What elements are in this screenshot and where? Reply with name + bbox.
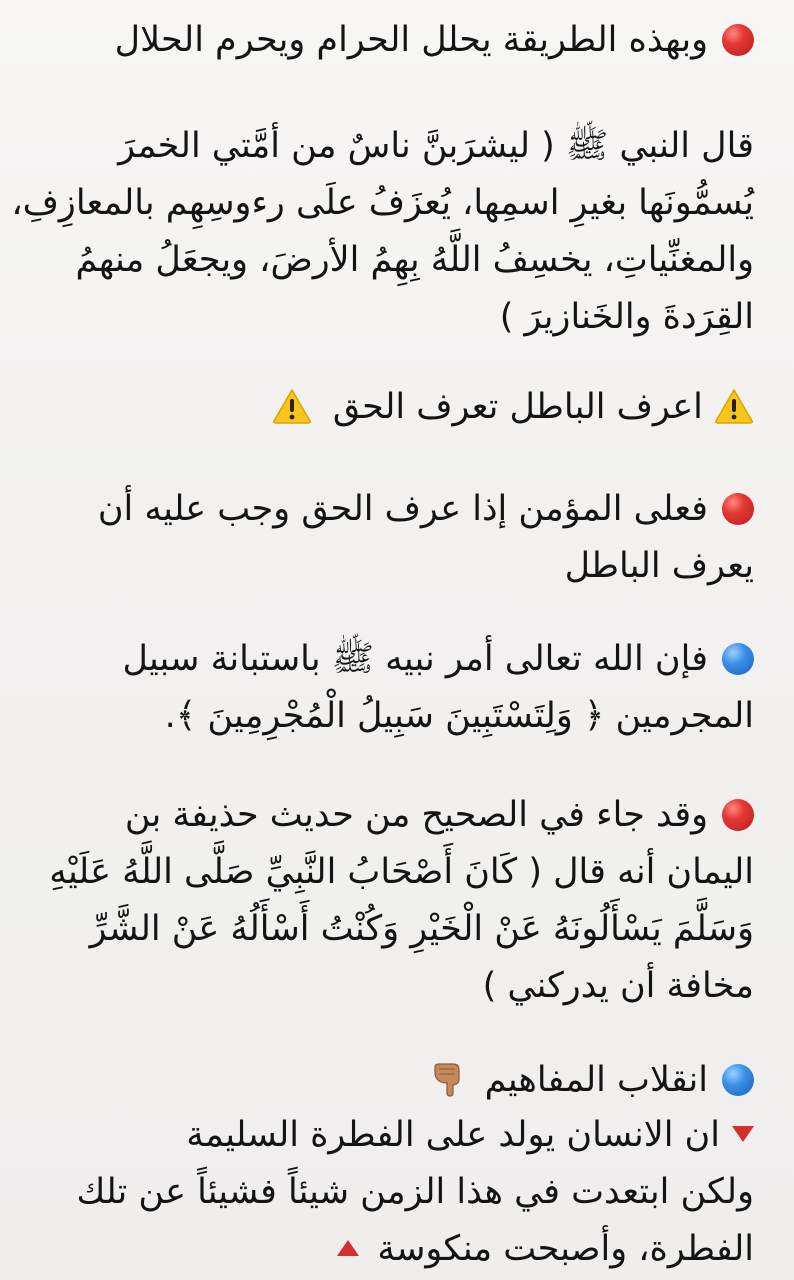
paragraph-know-falsehood bbox=[60, 379, 754, 436]
paragraph-line bbox=[60, 787, 754, 844]
blue-circle-icon bbox=[722, 1064, 754, 1096]
paragraph-text: فعلى المؤمن إذا عرف الحق وجب عليه أن bbox=[97, 489, 708, 529]
paragraph-haram-halal bbox=[60, 12, 754, 69]
paragraph-line: والمغنِّياتِ، يخسِفُ اللَّهُ بِهِمُ الأرضَ، ويجعَلُ منهمُ bbox=[75, 240, 754, 280]
paragraph-line bbox=[60, 481, 754, 538]
paragraph-text: اعرف الباطل تعرف الحق bbox=[332, 387, 703, 427]
paragraph-text: فإن الله تعالى أمر نبيه ﷺ باستبانة سبيل bbox=[122, 639, 708, 679]
paragraph-line: يُسمُّونَها بغيرِ اسمِها، يُعزَفُ علَى رءوسِهِم بالمعازِفِ، bbox=[11, 183, 754, 223]
pointing-down-hand-icon bbox=[429, 1063, 465, 1097]
paragraph-hudhayfah-hadith bbox=[49, 787, 754, 1015]
paragraph-line bbox=[60, 1052, 754, 1109]
paragraph-line bbox=[60, 12, 754, 69]
paragraph-line: مخافة أن يدركني ) bbox=[482, 966, 754, 1006]
paragraph-line bbox=[60, 1221, 754, 1278]
paragraph-path-of-criminals bbox=[60, 631, 754, 745]
red-triangle-down-icon bbox=[732, 1126, 754, 1142]
paragraph-line bbox=[60, 1107, 754, 1164]
paragraph-text: الفطرة، وأصبحت منكوسة bbox=[377, 1229, 754, 1269]
paragraph-line bbox=[60, 379, 754, 436]
paragraph-line bbox=[60, 631, 754, 688]
warning-icon bbox=[272, 388, 312, 424]
red-circle-icon bbox=[722, 799, 754, 831]
blue-circle-icon bbox=[722, 643, 754, 675]
paragraph-line: قال النبي ﷺ ( ليشرَبنَّ ناسٌ من أمَّتي الخمرَ bbox=[118, 126, 754, 166]
paragraph-text: انقلاب المفاهيم bbox=[484, 1060, 708, 1100]
paragraph-text: وقد جاء في الصحيح من حديث حذيفة بن bbox=[124, 795, 708, 835]
red-circle-icon bbox=[722, 493, 754, 525]
warning-icon bbox=[714, 388, 754, 424]
paragraph-reversal-of-concepts bbox=[60, 1052, 754, 1109]
paragraph-text: وبهذه الطريقة يحلل الحرام ويحرم الحلال bbox=[114, 20, 708, 60]
paragraph-line: اليمان أنه قال ( كَانَ أَصْحَابُ النَّبِيِّ صَلَّى اللَّهُ عَلَيْهِ bbox=[49, 852, 754, 892]
paragraph-fitrah bbox=[60, 1107, 754, 1278]
paragraph-line: القِرَدةَ والخَنازيرَ ) bbox=[499, 297, 754, 337]
paragraph-line: وَسَلَّمَ يَسْأَلُونَهُ عَنْ الْخَيْرِ وَكُنْتُ أَسْأَلُهُ عَنْ الشَّرِّ bbox=[89, 909, 754, 949]
red-circle-icon bbox=[722, 24, 754, 56]
paragraph-line: ولكن ابتعدت في هذا الزمن شيئاً فشيئاً عن تلك bbox=[76, 1172, 754, 1212]
paragraph-line: المجرمين ﴿ وَلِتَسْتَبِينَ سَبِيلُ الْمُجْرِمِينَ ﴾. bbox=[164, 696, 754, 736]
paragraph-hadith-khamr bbox=[11, 118, 754, 346]
paragraph-believer-knows bbox=[60, 481, 754, 595]
red-triangle-up-icon bbox=[337, 1240, 359, 1256]
paragraph-line: يعرف الباطل bbox=[564, 546, 754, 586]
paragraph-text: ان الانسان يولد على الفطرة السليمة bbox=[186, 1115, 720, 1155]
